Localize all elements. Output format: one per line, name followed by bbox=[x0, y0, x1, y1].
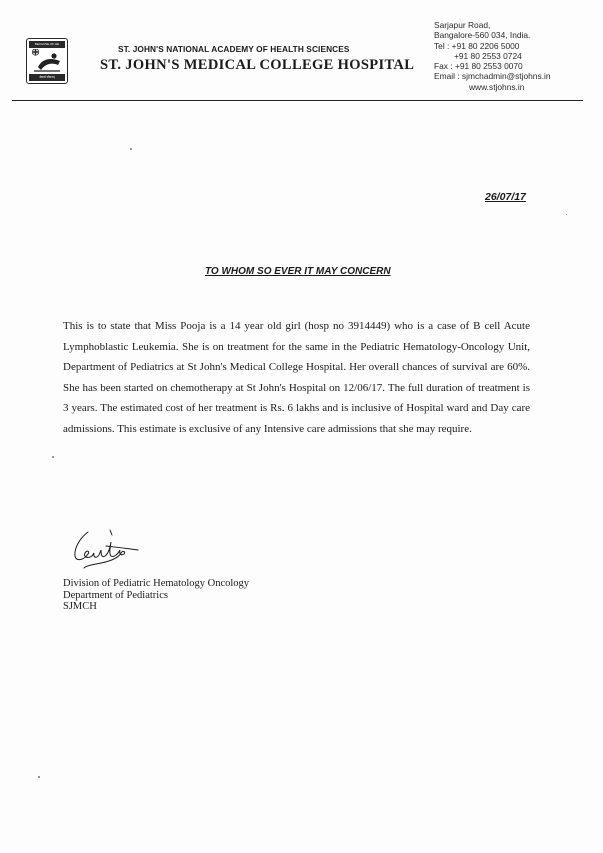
scan-speck bbox=[38, 776, 40, 778]
scan-speck bbox=[566, 214, 567, 215]
website-line: www.stjohns.in bbox=[469, 81, 525, 92]
tel-line-2: +91 80 2553 0724 bbox=[454, 50, 522, 61]
letter-heading: TO WHOM SO EVER IT MAY CONCERN bbox=[205, 266, 391, 277]
contact-block bbox=[434, 20, 584, 92]
signatory-block bbox=[63, 578, 249, 613]
hospital-name: ST. JOHN'S MEDICAL COLLEGE HOSPITAL bbox=[100, 57, 415, 73]
letter-body: This is to state that Miss Pooja is a 14 year old girl (hosp no 3914449) who is a case of B cell Acute Lymphoblastic Leukemia. She is on treatment for the same in the Pediatric Hematology-Oncology Unit, Department of Pediatrics at St John's Medical College Hospital. Her overall chances of survival are 60%. She has been started on chemotherapy at St John's Hospital on 12/06/17. The full duration of treatment is 3 years. The estimated cost of her treatment is Rs. 6 lakhs and is inclusive of Hospital ward and Day care admissions. This estimate is exclusive of any Intensive care admissions that she may require. bbox=[63, 320, 530, 435]
signature-mark bbox=[66, 526, 146, 572]
institution-name: ST. JOHN'S NATIONAL ACADEMY OF HEALTH SCIENCES bbox=[118, 44, 350, 54]
address-line-1: Sarjapur Road, bbox=[434, 20, 491, 30]
letterhead-divider bbox=[12, 100, 583, 101]
letter-date: 26/07/17 bbox=[485, 191, 526, 203]
signatory-department: Department of Pediatrics bbox=[63, 589, 168, 601]
emblem-figure-icon bbox=[30, 49, 64, 73]
scan-speck bbox=[130, 148, 132, 150]
fax-line: Fax : +91 80 2553 0070 bbox=[434, 61, 523, 72]
email-line: Email : sjmchadmin@stjohns.in bbox=[434, 71, 551, 82]
signatory-institution: SJMCH bbox=[63, 601, 97, 612]
hospital-emblem-icon bbox=[26, 38, 68, 84]
tel-line-1: Tel : +91 80 2206 5000 bbox=[434, 40, 520, 51]
signatory-division: Division of Pediatric Hematology Oncology bbox=[63, 578, 250, 589]
logo-top-text: BECAUSE OF HE bbox=[29, 41, 65, 48]
logo-bottom-text: सेवार्थ जीवनम् bbox=[29, 74, 65, 81]
scan-speck bbox=[52, 456, 54, 458]
address-line-2: Bangalore-560 034, India. bbox=[434, 30, 531, 41]
